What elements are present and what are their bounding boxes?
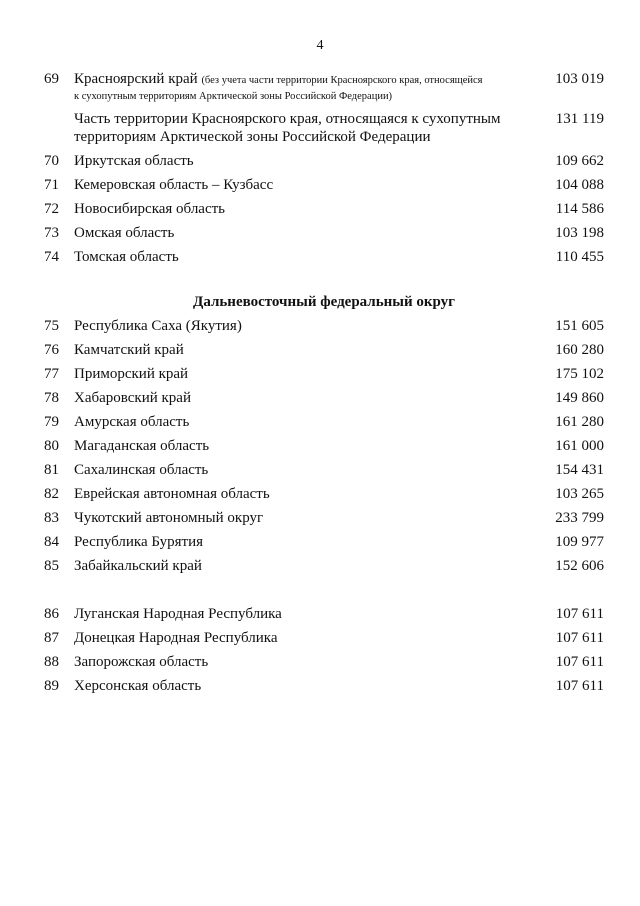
table-row xyxy=(44,485,604,503)
row-number: 74 xyxy=(44,249,59,265)
row-number: 81 xyxy=(44,462,59,478)
table-row xyxy=(44,110,604,146)
region-name: Кемеровская область – Кузбасс xyxy=(74,177,274,193)
row-number: 78 xyxy=(44,390,59,406)
table-row xyxy=(44,389,604,407)
section-heading: Дальневосточный федеральный округ xyxy=(193,294,455,310)
row-number: 71 xyxy=(44,177,59,193)
table-row xyxy=(44,653,604,671)
region-name: Херсонская область xyxy=(74,678,202,694)
row-number: 72 xyxy=(44,201,59,217)
region-name: Хабаровский край xyxy=(74,390,191,406)
row-number: 86 xyxy=(44,606,59,622)
region-name: Запорожская область xyxy=(74,654,209,670)
table-row xyxy=(44,437,604,455)
row-value: 161 000 xyxy=(555,438,604,454)
row-value: 104 088 xyxy=(555,177,604,193)
region-name: Сахалинская область xyxy=(74,462,209,478)
region-name: Красноярский край (без учета части территории Красноярского края, относящейся к сухопутным территориям Арктической зоны Российской Федерации) xyxy=(74,70,534,104)
row-number: 75 xyxy=(44,318,59,334)
region-name: Томская область xyxy=(74,249,179,265)
table-row xyxy=(44,461,604,479)
table-row xyxy=(44,200,604,218)
table-row xyxy=(44,317,604,335)
row-value: 152 606 xyxy=(555,558,604,574)
row-value: 114 586 xyxy=(555,201,604,217)
row-value: 175 102 xyxy=(555,366,604,382)
row-number: 87 xyxy=(44,630,59,646)
row-number: 79 xyxy=(44,414,59,430)
table-row xyxy=(44,557,604,575)
row-value: 109 662 xyxy=(555,153,604,169)
row-value: 107 611 xyxy=(555,606,604,622)
row-value: 103 265 xyxy=(555,486,604,502)
table-row xyxy=(44,629,604,647)
row-number: 76 xyxy=(44,342,59,358)
region-name: Республика Саха (Якутия) xyxy=(74,318,242,334)
page-number: 4 xyxy=(316,38,324,53)
table-row xyxy=(44,413,604,431)
table-row xyxy=(44,248,604,266)
table-row xyxy=(44,533,604,551)
region-name: Часть территории Красноярского края, относящаяся к сухопутным территориям Арктической зоны Российской Федерации xyxy=(74,111,501,145)
row-value: 151 605 xyxy=(555,318,604,334)
region-name: Луганская Народная Республика xyxy=(74,606,282,622)
region-note: (без учета части территории Красноярского края, относящейся xyxy=(201,75,483,86)
table-row xyxy=(44,605,604,623)
row-value: 233 799 xyxy=(555,510,604,526)
row-value: 149 860 xyxy=(555,390,604,406)
row-number: 83 xyxy=(44,510,59,526)
region-name: Донецкая Народная Республика xyxy=(74,630,278,646)
row-number: 82 xyxy=(44,486,59,502)
region-name: Чукотский автономный округ xyxy=(74,510,264,526)
row-number: 69 xyxy=(44,71,59,87)
row-value: 107 611 xyxy=(555,630,604,646)
table-row xyxy=(44,509,604,527)
row-value: 131 119 xyxy=(555,111,604,127)
region-name: Иркутская область xyxy=(74,153,194,169)
table-row xyxy=(44,224,604,242)
row-value: 107 611 xyxy=(555,678,604,694)
section-gap xyxy=(44,581,604,605)
table-row xyxy=(44,70,604,104)
region-name: Приморский край xyxy=(74,366,189,382)
row-number: 77 xyxy=(44,366,59,382)
region-name: Новосибирская область xyxy=(74,201,226,217)
table-row xyxy=(44,677,604,695)
row-value: 154 431 xyxy=(555,462,604,478)
region-name: Омская область xyxy=(74,225,175,241)
table-row xyxy=(44,152,604,170)
row-value: 109 977 xyxy=(555,534,604,550)
row-value: 110 455 xyxy=(555,249,604,265)
region-name: Магаданская область xyxy=(74,438,210,454)
table-row xyxy=(44,365,604,383)
row-number: 84 xyxy=(44,534,59,550)
region-name: Еврейская автономная область xyxy=(74,486,270,502)
region-name: Камчатский край xyxy=(74,342,184,358)
region-name: Республика Бурятия xyxy=(74,534,204,550)
region-name: Амурская область xyxy=(74,414,190,430)
region-table xyxy=(44,70,604,701)
table-row xyxy=(44,341,604,359)
row-value: 103 019 xyxy=(555,71,604,87)
region-name: Забайкальский край xyxy=(74,558,202,574)
row-value: 103 198 xyxy=(555,225,604,241)
row-value: 107 611 xyxy=(555,654,604,670)
row-number: 85 xyxy=(44,558,59,574)
row-number: 70 xyxy=(44,153,59,169)
row-number: 89 xyxy=(44,678,59,694)
row-value: 161 280 xyxy=(555,414,604,430)
row-number: 88 xyxy=(44,654,59,670)
region-note-cont: к сухопутным территориям Арктической зоны Российской Федерации) xyxy=(74,91,393,102)
row-number: 73 xyxy=(44,225,59,241)
table-row xyxy=(44,176,604,194)
row-number: 80 xyxy=(44,438,59,454)
row-value: 160 280 xyxy=(555,342,604,358)
